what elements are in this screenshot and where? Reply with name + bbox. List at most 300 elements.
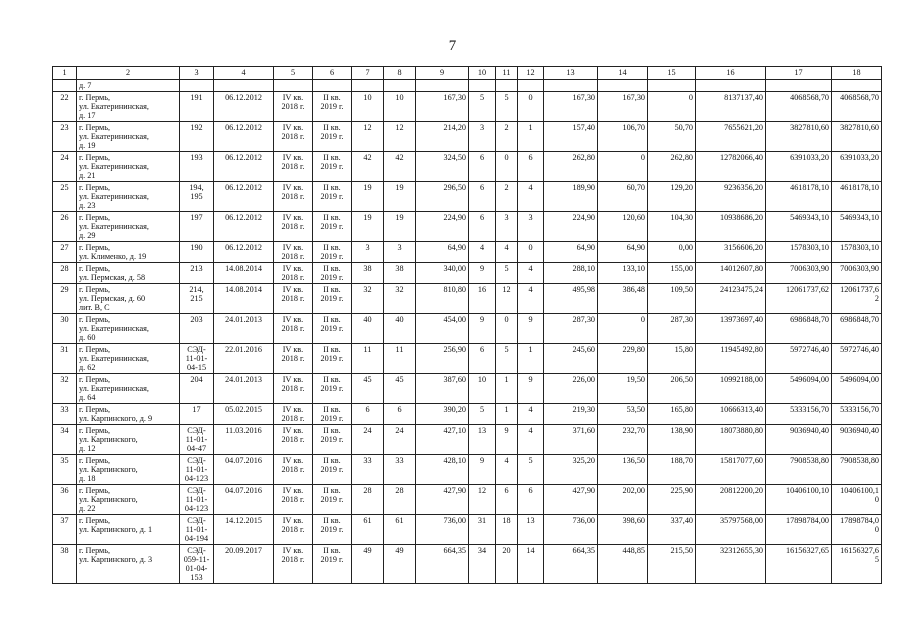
- table-row: [53, 122, 882, 152]
- table-cell: 6: [518, 152, 544, 182]
- table-cell: 33: [384, 455, 416, 485]
- table-cell: 4618178,10: [832, 182, 882, 212]
- table-cell: 10938686,20: [696, 212, 766, 242]
- row-number-cell: 23: [53, 122, 77, 152]
- table-cell: II кв. 2019 г.: [313, 242, 352, 263]
- table-cell: II кв. 2019 г.: [313, 374, 352, 404]
- table-row: [53, 182, 882, 212]
- table-cell: 7908538,80: [766, 455, 832, 485]
- table-cell: 0: [518, 242, 544, 263]
- address-cell: г. Пермь, ул. Екатерининская, д. 60: [77, 314, 180, 344]
- header-cell: 10: [469, 67, 496, 80]
- table-cell: 06.12.2012: [214, 122, 274, 152]
- table-cell: 133,10: [598, 263, 648, 284]
- table-cell: [274, 80, 313, 92]
- table-cell: 6: [496, 485, 518, 515]
- table-row: [53, 455, 882, 485]
- table-cell: 38: [384, 263, 416, 284]
- table-cell: 4: [518, 404, 544, 425]
- table-cell: 324,50: [416, 152, 469, 182]
- table-cell: 104,30: [648, 212, 696, 242]
- table-cell: 5: [496, 92, 518, 122]
- table-cell: 296,50: [416, 182, 469, 212]
- table-cell: 24.01.2013: [214, 374, 274, 404]
- table-cell: 4: [518, 425, 544, 455]
- table-cell: 04.07.2016: [214, 485, 274, 515]
- table-cell: 12782066,40: [696, 152, 766, 182]
- table-cell: 6: [518, 485, 544, 515]
- header-cell: 9: [416, 67, 469, 80]
- table-cell: 64,90: [598, 242, 648, 263]
- table-cell: IV кв. 2018 г.: [274, 242, 313, 263]
- table-cell: II кв. 2019 г.: [313, 404, 352, 425]
- table-cell: 06.12.2012: [214, 242, 274, 263]
- table-cell: 05.02.2015: [214, 404, 274, 425]
- table-cell: II кв. 2019 г.: [313, 152, 352, 182]
- table-cell: 1578303,10: [766, 242, 832, 263]
- table-cell: 1: [496, 404, 518, 425]
- table-cell: 06.12.2012: [214, 92, 274, 122]
- header-cell: 2: [77, 67, 180, 80]
- table-cell: 61: [384, 515, 416, 545]
- table-cell: II кв. 2019 г.: [313, 485, 352, 515]
- table-cell: 219,30: [544, 404, 598, 425]
- table-cell: IV кв. 2018 г.: [274, 182, 313, 212]
- address-cell: г. Пермь, ул. Клименко, д. 19: [77, 242, 180, 263]
- table-cell: 245,60: [544, 344, 598, 374]
- table-cell: IV кв. 2018 г.: [274, 455, 313, 485]
- table-cell: 38: [352, 263, 384, 284]
- table-cell: 12061737,6 2: [832, 284, 882, 314]
- header-cell: 18: [832, 67, 882, 80]
- header-cell: 14: [598, 67, 648, 80]
- table-cell: IV кв. 2018 г.: [274, 122, 313, 152]
- table-cell: 0: [518, 92, 544, 122]
- table-cell: 35797568,00: [696, 515, 766, 545]
- table-cell: 11945492,80: [696, 344, 766, 374]
- table-cell: [648, 80, 696, 92]
- row-number-cell: 35: [53, 455, 77, 485]
- address-cell: г. Пермь, ул. Екатерининская, д. 23: [77, 182, 180, 212]
- table-cell: 6: [352, 404, 384, 425]
- table-cell: 664,35: [416, 545, 469, 584]
- address-cell: г. Пермь, ул. Екатерининская, д. 29: [77, 212, 180, 242]
- table-cell: 14.12.2015: [214, 515, 274, 545]
- table-cell: 810,80: [416, 284, 469, 314]
- row-number-cell: 30: [53, 314, 77, 344]
- table-cell: 13973697,40: [696, 314, 766, 344]
- table-cell: 4068568,70: [832, 92, 882, 122]
- address-cell: г. Пермь, ул. Карпинского, д. 12: [77, 425, 180, 455]
- table-cell: [352, 80, 384, 92]
- table-cell: [696, 80, 766, 92]
- table-cell: 42: [384, 152, 416, 182]
- table-cell: 427,90: [416, 485, 469, 515]
- table-cell: 20: [496, 545, 518, 584]
- table-cell: 106,70: [598, 122, 648, 152]
- table-cell: 24123475,24: [696, 284, 766, 314]
- table-cell: 31: [469, 515, 496, 545]
- table-cell: 190: [180, 242, 214, 263]
- table-cell: 427,90: [544, 485, 598, 515]
- table-cell: 136,50: [598, 455, 648, 485]
- table-cell: 736,00: [416, 515, 469, 545]
- table-cell: [598, 80, 648, 92]
- address-cell: г. Пермь, ул. Екатерининская, д. 17: [77, 92, 180, 122]
- table-cell: 9: [469, 455, 496, 485]
- header-cell: 12: [518, 67, 544, 80]
- table-cell: 19,50: [598, 374, 648, 404]
- table-cell: 192: [180, 122, 214, 152]
- table-cell: 16156327,6 5: [832, 545, 882, 584]
- table-cell: 9: [469, 314, 496, 344]
- table-cell: 0: [496, 152, 518, 182]
- table-cell: 5972746,40: [766, 344, 832, 374]
- table-cell: 64,90: [416, 242, 469, 263]
- table-cell: 224,90: [544, 212, 598, 242]
- table-cell: 337,40: [648, 515, 696, 545]
- table-cell: 4: [518, 263, 544, 284]
- table-row: [53, 92, 882, 122]
- table-cell: 7908538,80: [832, 455, 882, 485]
- table-cell: 10666313,40: [696, 404, 766, 425]
- header-cell: 15: [648, 67, 696, 80]
- table-cell: 736,00: [544, 515, 598, 545]
- table-cell: 287,30: [544, 314, 598, 344]
- table-cell: 5972746,40: [832, 344, 882, 374]
- table-cell: д. 7: [77, 80, 180, 92]
- table-cell: II кв. 2019 г.: [313, 515, 352, 545]
- row-number-cell: 32: [53, 374, 77, 404]
- table-cell: 2: [496, 182, 518, 212]
- table-cell: [384, 80, 416, 92]
- table-cell: II кв. 2019 г.: [313, 263, 352, 284]
- table-cell: 5: [518, 455, 544, 485]
- table-cell: 0: [598, 314, 648, 344]
- table-cell: 387,60: [416, 374, 469, 404]
- table-cell: 45: [384, 374, 416, 404]
- table-cell: IV кв. 2018 г.: [274, 152, 313, 182]
- table-cell: 5: [469, 92, 496, 122]
- table-cell: 4: [518, 284, 544, 314]
- table-cell: 18: [496, 515, 518, 545]
- table-cell: 371,60: [544, 425, 598, 455]
- table-cell: 8137137,40: [696, 92, 766, 122]
- table-cell: [416, 80, 469, 92]
- table-cell: 4068568,70: [766, 92, 832, 122]
- table-cell: IV кв. 2018 г.: [274, 404, 313, 425]
- table-row: [53, 284, 882, 314]
- table-cell: 4: [469, 242, 496, 263]
- table-cell: IV кв. 2018 г.: [274, 263, 313, 284]
- table-row: [53, 545, 882, 584]
- table-cell: 5: [469, 404, 496, 425]
- table-cell: 6: [469, 152, 496, 182]
- table-cell: 22.01.2016: [214, 344, 274, 374]
- address-cell: г. Пермь, ул. Пермская, д. 60 лит. В, С: [77, 284, 180, 314]
- table-cell: 14012607,80: [696, 263, 766, 284]
- row-number-cell: 27: [53, 242, 77, 263]
- table-cell: 448,85: [598, 545, 648, 584]
- table-cell: [313, 80, 352, 92]
- table-cell: IV кв. 2018 г.: [274, 515, 313, 545]
- table-row: [53, 344, 882, 374]
- address-cell: г. Пермь, ул. Карпинского, д. 3: [77, 545, 180, 584]
- row-number-cell: 33: [53, 404, 77, 425]
- table-cell: 191: [180, 92, 214, 122]
- table-cell: 5333156,70: [832, 404, 882, 425]
- header-cell: 7: [352, 67, 384, 80]
- table-cell: 6: [469, 182, 496, 212]
- table-cell: 17: [180, 404, 214, 425]
- table-cell: 194, 195: [180, 182, 214, 212]
- table-cell: [518, 80, 544, 92]
- table-cell: [544, 80, 598, 92]
- table-cell: СЭД- 11-01- 04-123: [180, 485, 214, 515]
- table-cell: 3: [518, 212, 544, 242]
- table-cell: 14: [518, 545, 544, 584]
- table-cell: 7655621,20: [696, 122, 766, 152]
- table-cell: 17898784,0 0: [832, 515, 882, 545]
- header-cell: 16: [696, 67, 766, 80]
- table-cell: IV кв. 2018 г.: [274, 92, 313, 122]
- header-cell: 6: [313, 67, 352, 80]
- table-cell: 0: [648, 92, 696, 122]
- table-cell: 225,90: [648, 485, 696, 515]
- table-cell: 189,90: [544, 182, 598, 212]
- row-number-cell: 28: [53, 263, 77, 284]
- table-cell: 64,90: [544, 242, 598, 263]
- table-cell: 206,50: [648, 374, 696, 404]
- table-cell: 15,80: [648, 344, 696, 374]
- table-cell: 262,80: [648, 152, 696, 182]
- table-cell: 49: [384, 545, 416, 584]
- table-cell: 288,10: [544, 263, 598, 284]
- table-cell: 11: [352, 344, 384, 374]
- address-cell: г. Пермь, ул. Карпинского, д. 1: [77, 515, 180, 545]
- table-cell: 226,00: [544, 374, 598, 404]
- table-cell: 203: [180, 314, 214, 344]
- table-cell: 157,40: [544, 122, 598, 152]
- table-cell: 5: [496, 344, 518, 374]
- table-cell: 6391033,20: [766, 152, 832, 182]
- table-cell: IV кв. 2018 г.: [274, 485, 313, 515]
- row-number-cell: 38: [53, 545, 77, 584]
- table-cell: 109,50: [648, 284, 696, 314]
- table-cell: 49: [352, 545, 384, 584]
- table-cell: 6391033,20: [832, 152, 882, 182]
- table-cell: 06.12.2012: [214, 152, 274, 182]
- header-cell: 5: [274, 67, 313, 80]
- continuation-row: [53, 80, 882, 92]
- table-cell: 9036940,40: [766, 425, 832, 455]
- table-cell: 32: [384, 284, 416, 314]
- table-cell: 10: [469, 374, 496, 404]
- table-cell: 167,30: [598, 92, 648, 122]
- row-number-cell: 36: [53, 485, 77, 515]
- address-cell: г. Пермь, ул. Екатерининская, д. 62: [77, 344, 180, 374]
- table-cell: 214,20: [416, 122, 469, 152]
- table-cell: II кв. 2019 г.: [313, 314, 352, 344]
- table-cell: 16: [469, 284, 496, 314]
- table-cell: 17898784,00: [766, 515, 832, 545]
- table-cell: 10992188,00: [696, 374, 766, 404]
- table-cell: 19: [384, 212, 416, 242]
- table-cell: 386,48: [598, 284, 648, 314]
- table-cell: 325,20: [544, 455, 598, 485]
- table-cell: СЭД- 11-01- 04-15: [180, 344, 214, 374]
- table-cell: 1578303,10: [832, 242, 882, 263]
- row-number-cell: 29: [53, 284, 77, 314]
- table-cell: 1: [496, 374, 518, 404]
- row-number-cell: 26: [53, 212, 77, 242]
- table-cell: 32: [352, 284, 384, 314]
- table-cell: СЭД- 11-01- 04-47: [180, 425, 214, 455]
- header-cell: 1: [53, 67, 77, 80]
- table-cell: 5469343,10: [832, 212, 882, 242]
- table-cell: 155,00: [648, 263, 696, 284]
- table-cell: 14.08.2014: [214, 263, 274, 284]
- table-cell: 188,70: [648, 455, 696, 485]
- header-cell: 17: [766, 67, 832, 80]
- row-number-cell: 25: [53, 182, 77, 212]
- table-cell: II кв. 2019 г.: [313, 122, 352, 152]
- table-row: [53, 425, 882, 455]
- address-cell: г. Пермь, ул. Карпинского, д. 9: [77, 404, 180, 425]
- table-cell: 53,50: [598, 404, 648, 425]
- table-cell: 287,30: [648, 314, 696, 344]
- table-cell: 214, 215: [180, 284, 214, 314]
- table-cell: 495,98: [544, 284, 598, 314]
- table-cell: 3: [352, 242, 384, 263]
- table-cell: 19: [384, 182, 416, 212]
- table-cell: 19: [352, 182, 384, 212]
- table-cell: IV кв. 2018 г.: [274, 374, 313, 404]
- table-cell: 129,20: [648, 182, 696, 212]
- table-cell: 5469343,10: [766, 212, 832, 242]
- table-cell: 60,70: [598, 182, 648, 212]
- table-cell: IV кв. 2018 г.: [274, 545, 313, 584]
- table-cell: [53, 80, 77, 92]
- table-cell: 13: [469, 425, 496, 455]
- table-cell: 4: [518, 182, 544, 212]
- table-cell: [832, 80, 882, 92]
- table-cell: 10: [352, 92, 384, 122]
- table-cell: 3156606,20: [696, 242, 766, 263]
- table-cell: 4: [496, 242, 518, 263]
- table-cell: 6: [384, 404, 416, 425]
- table-cell: 5333156,70: [766, 404, 832, 425]
- table-cell: 6986848,70: [766, 314, 832, 344]
- table-cell: 32312655,30: [696, 545, 766, 584]
- header-cell: 3: [180, 67, 214, 80]
- table-cell: 10406100,10: [766, 485, 832, 515]
- table-cell: 120,60: [598, 212, 648, 242]
- header-cell: 11: [496, 67, 518, 80]
- table-cell: 33: [352, 455, 384, 485]
- table-cell: 28: [352, 485, 384, 515]
- table-cell: 13: [518, 515, 544, 545]
- table-cell: [766, 80, 832, 92]
- table-cell: 213: [180, 263, 214, 284]
- table-cell: 19: [352, 212, 384, 242]
- table-cell: 24.01.2013: [214, 314, 274, 344]
- table-cell: 1: [518, 344, 544, 374]
- table-cell: 12: [384, 122, 416, 152]
- row-number-cell: 31: [53, 344, 77, 374]
- table-cell: 28: [384, 485, 416, 515]
- table-cell: 16156327,65: [766, 545, 832, 584]
- table-cell: II кв. 2019 г.: [313, 344, 352, 374]
- table-cell: 0: [496, 314, 518, 344]
- table-cell: 3827810,60: [766, 122, 832, 152]
- table-row: [53, 515, 882, 545]
- table-row: [53, 485, 882, 515]
- row-number-cell: 24: [53, 152, 77, 182]
- table-body: [53, 67, 882, 584]
- table-cell: 138,90: [648, 425, 696, 455]
- table-cell: 167,30: [544, 92, 598, 122]
- table-cell: 262,80: [544, 152, 598, 182]
- table-cell: IV кв. 2018 г.: [274, 212, 313, 242]
- address-cell: г. Пермь, ул. Карпинского, д. 18: [77, 455, 180, 485]
- table-cell: II кв. 2019 г.: [313, 545, 352, 584]
- table-cell: [214, 80, 274, 92]
- table-cell: [180, 80, 214, 92]
- table-cell: 06.12.2012: [214, 212, 274, 242]
- table-cell: 12: [496, 284, 518, 314]
- table-cell: 4618178,10: [766, 182, 832, 212]
- table-cell: 10406100,1 0: [832, 485, 882, 515]
- table-cell: 3827810,60: [832, 122, 882, 152]
- table-cell: 9236356,20: [696, 182, 766, 212]
- table-cell: II кв. 2019 г.: [313, 284, 352, 314]
- table-cell: 61: [352, 515, 384, 545]
- table-cell: 9: [469, 263, 496, 284]
- table-cell: [469, 80, 496, 92]
- table-cell: 42: [352, 152, 384, 182]
- table-cell: 9: [518, 374, 544, 404]
- table-cell: 9036940,40: [832, 425, 882, 455]
- header-cell: 8: [384, 67, 416, 80]
- table-cell: 202,00: [598, 485, 648, 515]
- table-cell: 427,10: [416, 425, 469, 455]
- table-cell: 3: [496, 212, 518, 242]
- table-row: [53, 212, 882, 242]
- address-cell: г. Пермь, ул. Екатерининская, д. 21: [77, 152, 180, 182]
- table-cell: II кв. 2019 г.: [313, 425, 352, 455]
- table-cell: 204: [180, 374, 214, 404]
- table-cell: IV кв. 2018 г.: [274, 425, 313, 455]
- table-cell: 0,00: [648, 242, 696, 263]
- table-cell: 664,35: [544, 545, 598, 584]
- table-cell: 06.12.2012: [214, 182, 274, 212]
- table-cell: СЭД- 11-01- 04-194: [180, 515, 214, 545]
- table-cell: 24: [384, 425, 416, 455]
- table-row: [53, 404, 882, 425]
- table-cell: 6986848,70: [832, 314, 882, 344]
- table-cell: 3: [469, 122, 496, 152]
- page-number: 7: [448, 38, 457, 54]
- table-cell: 15817077,60: [696, 455, 766, 485]
- table-cell: IV кв. 2018 г.: [274, 344, 313, 374]
- table-cell: 0: [598, 152, 648, 182]
- table-cell: 5496094,00: [766, 374, 832, 404]
- table-cell: 04.07.2016: [214, 455, 274, 485]
- address-cell: г. Пермь, ул. Екатерининская, д. 64: [77, 374, 180, 404]
- table-cell: 197: [180, 212, 214, 242]
- table-cell: 390,20: [416, 404, 469, 425]
